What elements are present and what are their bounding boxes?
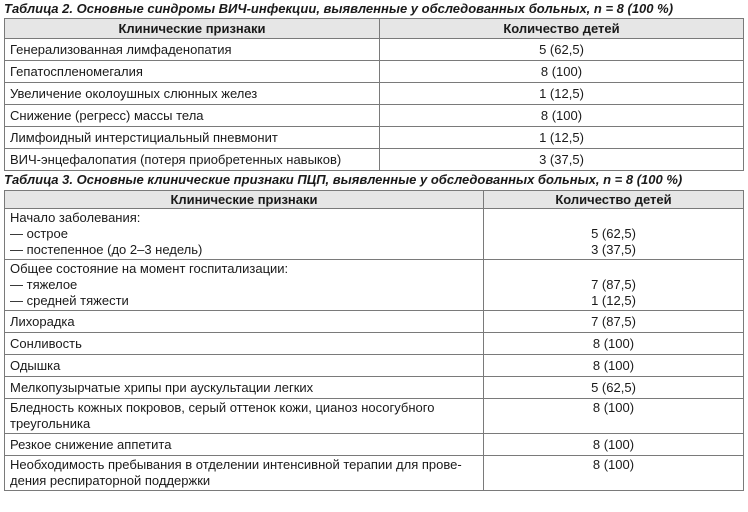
row-label: Генерализованная лимфаденопатия: [5, 39, 380, 61]
state-moderate-label: — средней тяжести: [10, 293, 129, 308]
onset-gradual-label: — постепенное (до 2–3 недель): [10, 242, 203, 257]
table-row: [5, 311, 744, 333]
row-value: 7 (87,5): [484, 311, 744, 333]
table3-caption: Таблица 3. Основные клинические признаки ПЦП, выявленные у обследованных больных, n = 8 (100 %): [4, 172, 683, 187]
table2-caption: Таблица 2. Основные синдромы ВИЧ-инфекции, выявленные у обследованных больных, n = 8 (100 %): [4, 1, 674, 16]
table2-header-count: Количество детей: [380, 19, 744, 39]
state-moderate-value: 1 (12,5): [591, 293, 636, 308]
row-label: Лихорадка: [5, 311, 484, 333]
icu-value: 8 (100): [484, 456, 744, 491]
table2-header-signs: Клинические признаки: [5, 19, 380, 39]
table-row: [5, 83, 744, 105]
onset-value-cell: [484, 209, 744, 260]
table-row-state: [5, 260, 744, 311]
appetite-value: 8 (100): [484, 434, 744, 456]
table3: [4, 190, 744, 491]
row-value: 8 (100): [380, 61, 744, 83]
row-value: 1 (12,5): [380, 127, 744, 149]
state-severe-label: — тяжелое: [10, 277, 78, 292]
row-label: Лимфоидный интерстициальный пневмонит: [5, 127, 380, 149]
icu-label-cell: [5, 456, 484, 491]
row-value: 8 (100): [380, 105, 744, 127]
table-row-pallor: [5, 399, 744, 434]
pallor-line1: Бледность кожных покровов, серый оттенок кожи, цианоз носогубного: [10, 400, 435, 415]
pallor-value: 8 (100): [484, 399, 744, 434]
table3-header-count: Количество детей: [484, 191, 744, 209]
state-value-cell: [484, 260, 744, 311]
onset-acute-value: 5 (62,5): [591, 226, 636, 241]
pallor-label-cell: [5, 399, 484, 434]
row-value: 3 (37,5): [380, 149, 744, 171]
row-label: Одышка: [5, 355, 484, 377]
table-row: [5, 105, 744, 127]
onset-gradual-value: 3 (37,5): [591, 242, 636, 257]
table-row: [5, 333, 744, 355]
onset-title: Начало заболевания:: [10, 210, 141, 225]
table3-header-signs: Клинические признаки: [5, 191, 484, 209]
table-row: [5, 61, 744, 83]
row-value: 1 (12,5): [380, 83, 744, 105]
pallor-line2: треугольника: [10, 416, 91, 431]
table-row: [5, 355, 744, 377]
onset-acute-label: — острое: [10, 226, 68, 241]
row-label: Увеличение околоушных слюнных желез: [5, 83, 380, 105]
row-value: 5 (62,5): [484, 377, 744, 399]
table-row: [5, 377, 744, 399]
row-label: Гепатоспленомегалия: [5, 61, 380, 83]
row-value: 8 (100): [484, 355, 744, 377]
table-row-onset: [5, 209, 744, 260]
row-label: Сонливость: [5, 333, 484, 355]
state-label-cell: [5, 260, 484, 311]
table2: [4, 18, 744, 171]
row-label: ВИЧ-энцефалопатия (потеря приобретенных навыков): [5, 149, 380, 171]
icu-line1: Необходимость пребывания в отделении интенсивной терапии для прове-: [10, 457, 462, 472]
icu-line2: дения респираторной поддержки: [10, 473, 211, 488]
row-label: Снижение (регресс) массы тела: [5, 105, 380, 127]
table-row-icu: [5, 456, 744, 491]
state-severe-value: 7 (87,5): [591, 277, 636, 292]
table2-header-row: [5, 19, 744, 39]
table-row: [5, 127, 744, 149]
row-label: Мелкопузырчатые хрипы при аускультации легких: [5, 377, 484, 399]
appetite-label: Резкое снижение аппетита: [5, 434, 484, 456]
state-title: Общее состояние на момент госпитализации:: [10, 261, 289, 276]
onset-label-cell: [5, 209, 484, 260]
table-row: [5, 434, 744, 456]
row-value: 8 (100): [484, 333, 744, 355]
table3-header-row: [5, 191, 744, 209]
row-value: 5 (62,5): [380, 39, 744, 61]
table-row: [5, 39, 744, 61]
table-row: [5, 149, 744, 171]
